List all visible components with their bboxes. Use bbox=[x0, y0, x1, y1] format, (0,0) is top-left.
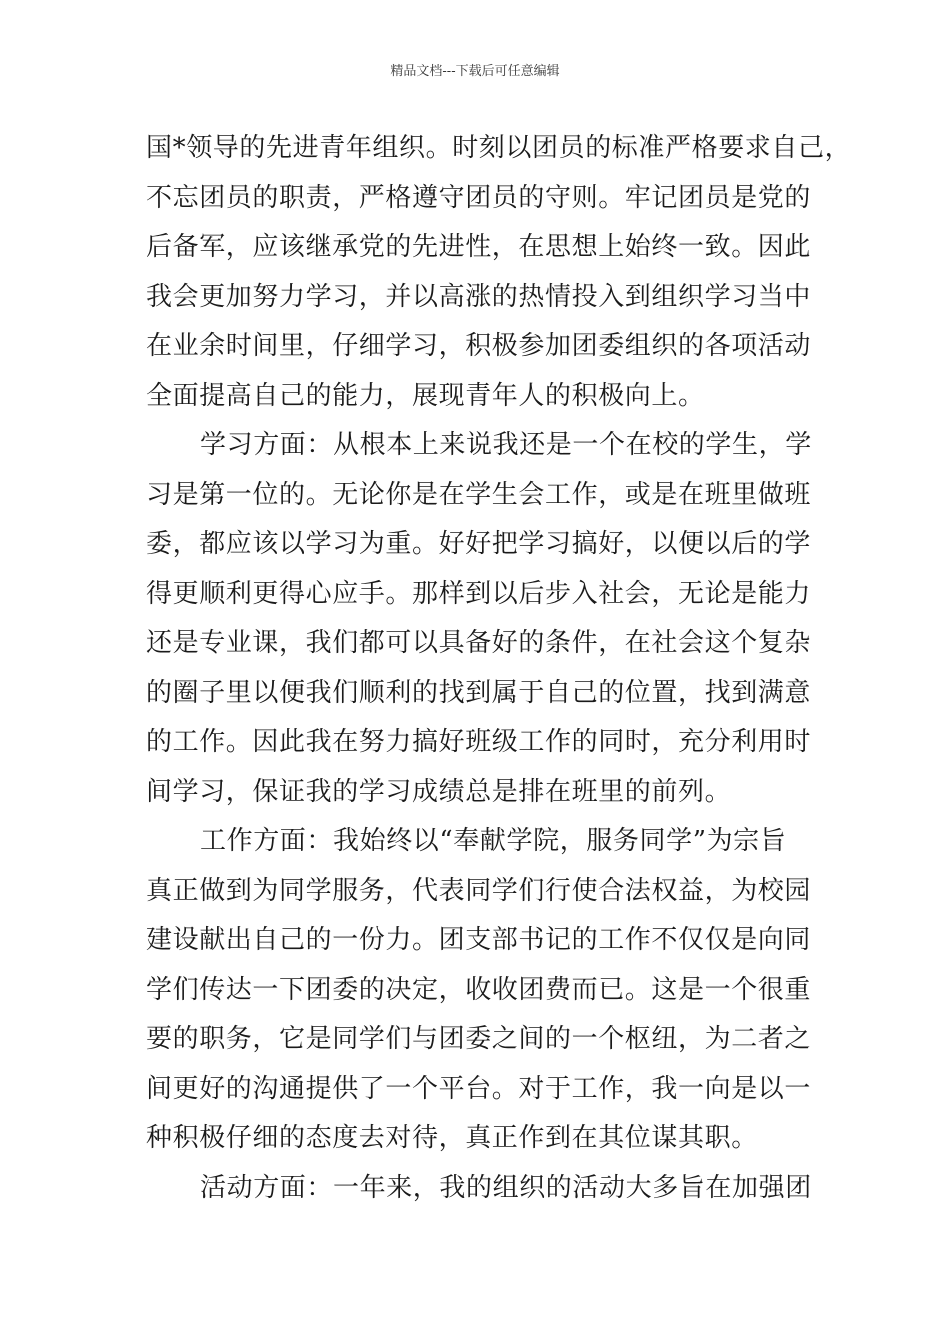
text-line: 委，都应该以学习为重。好好把学习搞好，以便以后的学 bbox=[146, 529, 812, 559]
text-line: 我会更加努力学习，并以高涨的热情投入到组织学习当中 bbox=[146, 281, 812, 312]
text-line: 全面提高自己的能力，展现青年人的积极向上。 bbox=[146, 380, 705, 411]
text-line: 的圈子里以便我们顺利的找到属于自己的位置，找到满意 bbox=[146, 677, 812, 708]
text-line: 得更顺利更得心应手。那样到以后步入社会，无论是能力 bbox=[146, 578, 812, 609]
paragraph-start-work: 工作方面：我始终以“奉献学院，服务同学”为宗旨 bbox=[200, 826, 787, 856]
page-header: 精品文档---下载后可任意编辑 bbox=[390, 64, 560, 79]
text-line: 要的职务，它是同学们与团委之间的一个枢纽，为二者之 bbox=[146, 1024, 812, 1054]
text-line: 间学习，保证我的学习成绩总是排在班里的前列。 bbox=[146, 776, 732, 807]
text-line: 建设献出自己的一份力。团支部书记的工作不仅仅是向同 bbox=[146, 925, 812, 955]
text-line: 还是专业课，我们都可以具备好的条件，在社会这个复杂 bbox=[146, 628, 812, 658]
text-line: 真正做到为同学服务，代表同学们行使合法权益，为校园 bbox=[146, 875, 812, 906]
text-line: 的工作。因此我在努力搞好班级工作的同时，充分利用时 bbox=[146, 727, 812, 757]
text-line: 国*领导的先进青年组织。时刻以团员的标准严格要求自己， bbox=[146, 133, 852, 163]
text-line: 种积极仔细的态度去对待，真正作到在其位谋其职。 bbox=[146, 1123, 758, 1153]
text-line: 习是第一位的。无论你是在学生会工作，或是在班里做班 bbox=[146, 479, 812, 510]
text-line: 间更好的沟通提供了一个平台。对于工作，我一向是以一 bbox=[146, 1073, 812, 1104]
text-line: 不忘团员的职责，严格遵守团员的守则。牢记团员是党的 bbox=[146, 182, 812, 213]
paragraph-start-study: 学习方面：从根本上来说我还是一个在校的学生，学 bbox=[200, 430, 812, 460]
text-line: 在业余时间里，仔细学习，积极参加团委组织的各项活动 bbox=[146, 331, 812, 361]
text-line: 后备军，应该继承党的先进性，在思想上始终一致。因此 bbox=[146, 232, 812, 262]
text-line: 学们传达一下团委的决定，收收团费而已。这是一个很重 bbox=[146, 974, 812, 1005]
body-text bbox=[146, 124, 852, 1213]
paragraph-start-activities: 活动方面：一年来，我的组织的活动大多旨在加强团 bbox=[200, 1172, 812, 1203]
